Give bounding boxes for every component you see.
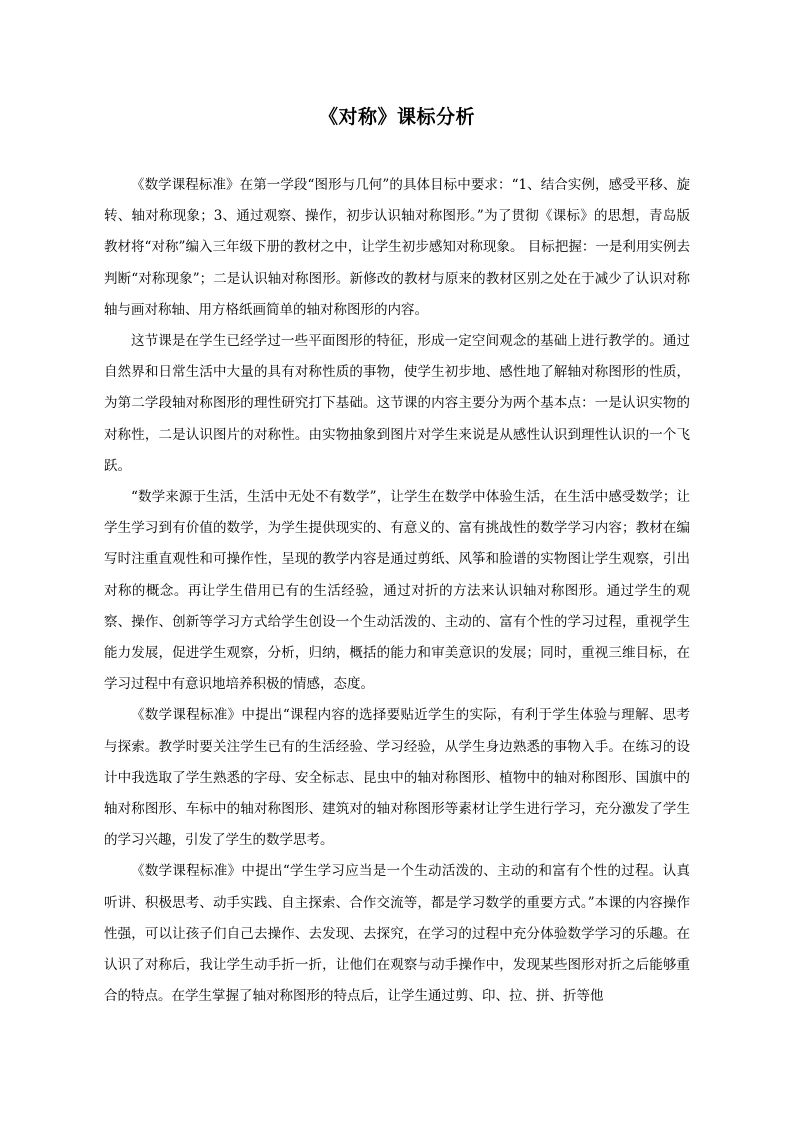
paragraph-math-from-life: “数学来源于生活，生活中无处不有数学”，让学生在数学中体验生活，在生活中感受数学；让学生学习到有价值的数学，为学生提供现实的、有意义的、富有挑战性的数学学习内容；教材在编写时注重直观性和可操作性，呈现的教学内容是通过剪纸、风筝和脸谱的实物图让学生观察，引出对称的概念。再让学生借用已有的生活经验，通过对折的方法来认识轴对称图形。通过学生的观察、操作、创新等学习方式给学生创设一个生动活泼的、主动的、富有个性的学习过程，重视学生能力发展，促进学生观察，分析，归纳，概括的能力和审美意识的发展；同时，重视三维目标，在学习过程中有意识地培养积极的情感，态度。: [104, 489, 690, 693]
paragraph-lesson-basis: 这节课是在学生已经学过一些平面图形的特征，形成一定空间观念的基础上进行教学的。通过自然界和日常生活中大量的具有对称性质的事物，使学生初步地、感性地了解轴对称图形的性质，为第二学段轴对称图形的理性研究打下基础。这节课的内容主要分为两个基本点：一是认识实物的对称性，二是认识图片的对称性。由实物抽象到图片对学生来说是从感性认识到理性认识的一个飞跃。: [104, 333, 690, 474]
paragraph-learning-process: 《数学课程标准》中提出“学生学习应当是一个生动活泼的、主动的和富有个性的过程。认真听讲、积极思考、动手实践、自主探索、合作交流等，都是学习数学的重要方式。”本课的内容操作性强，可以让孩子们自己去操作、去发现、去探究，在学习的过程中充分体验数学学习的乐趣。在认识了对称后，我让学生动手折一折，让他们在观察与动手操作中，发现某些图形对折之后能够重合的特点。在学生掌握了轴对称图形的特点后，让学生通过剪、印、拉、拼、折等他: [104, 863, 690, 1005]
document-title: 《对称》课标分析: [318, 106, 475, 128]
paragraph-curriculum-goals: 《数学课程标准》在第一学段“图形与几何”的具体目标中要求：“1、结合实例，感受平移、旋转、轴对称现象；3、通过观察、操作，初步认识轴对称图形。”为了贯彻《课标》的思想，青岛版教材将“对称”编入三年级下册的教材之中，让学生初步感知对称现象。 目标把握：一是利用实例去判断“对称现象”；二是认识轴对称图形。新修改的教材与原来的教材区别之处在于减少了认识对称轴与画对称轴、用方格纸画简单的轴对称图形的内容。: [104, 177, 690, 318]
document-body: [104, 170, 690, 1012]
paragraph-content-selection: 《数学课程标准》中提出“课程内容的选择要贴近学生的实际，有利于学生体验与理解、思考与探索。教学时要关注学生已有的生活经验、学习经验，从学生身边熟悉的事物入手。在练习的设计中我选取了学生熟悉的字母、安全标志、昆虫中的轴对称图形、植物中的轴对称图形、国旗中的轴对称图形、车标中的轴对称图形、建筑对的轴对称图形等素材让学生进行学习，充分激发了学生的学习兴趣，引发了学生的数学思考。: [104, 707, 690, 849]
